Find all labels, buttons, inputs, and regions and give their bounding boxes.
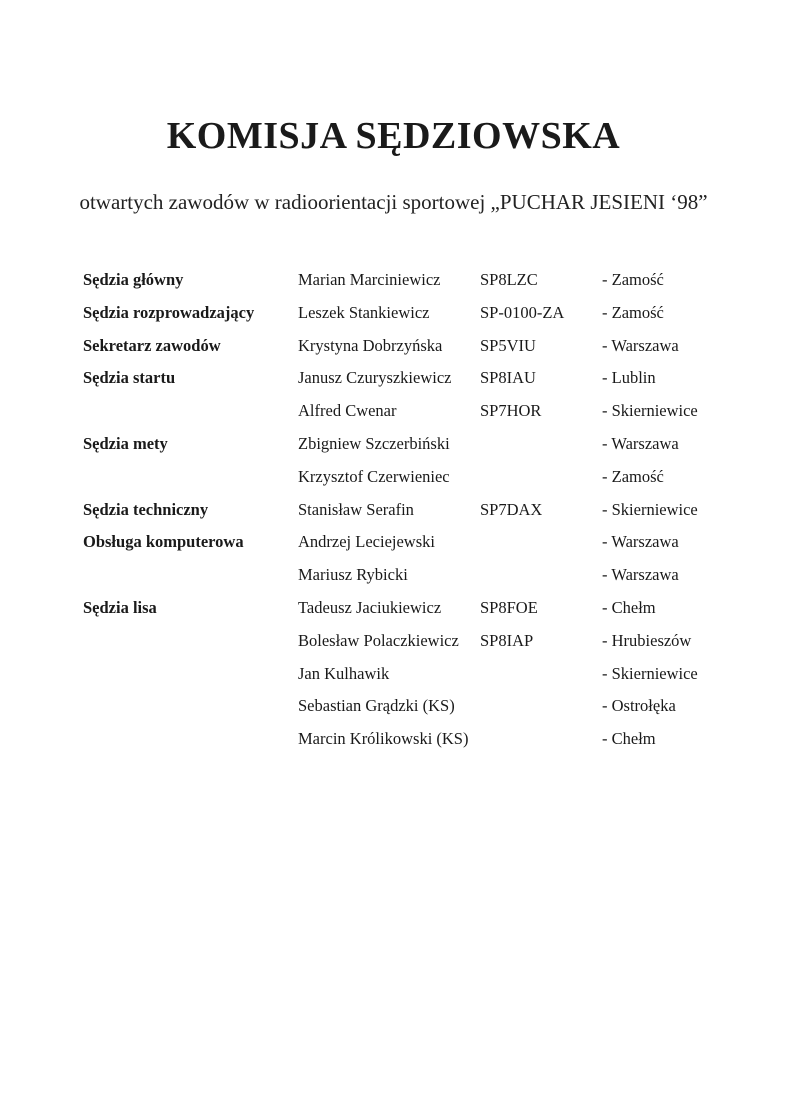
city: - Zamość	[602, 302, 664, 322]
callsign: SP8IAU	[480, 368, 536, 388]
person-name: Alfred Cwenar	[298, 401, 397, 421]
person-name: Stanisław Serafin	[298, 499, 414, 519]
city: - Chełm	[602, 729, 656, 749]
person-name: Zbigniew Szczerbiński	[298, 433, 450, 453]
person-name: Leszek Stankiewicz	[298, 302, 430, 322]
roster-row	[0, 664, 787, 697]
roster-row	[0, 631, 787, 664]
city: - Skierniewice	[602, 499, 698, 519]
callsign: SP8LZC	[480, 270, 538, 289]
callsign: SP8IAP	[480, 630, 534, 650]
roster-row	[0, 303, 787, 336]
role-label: Sędzia lisa	[83, 597, 157, 617]
city: - Skierniewice	[602, 401, 698, 421]
city: - Lublin	[602, 368, 656, 388]
roster-row	[0, 532, 787, 565]
role-label: Sekretarz zawodów	[83, 335, 221, 355]
callsign: SP8FOE	[480, 597, 538, 617]
roster-row	[0, 336, 787, 369]
roster-row	[0, 729, 787, 762]
city: - Skierniewice	[602, 663, 698, 683]
person-name: Mariusz Rybicki	[298, 565, 408, 585]
person-name: Marian Marciniewicz	[298, 270, 441, 289]
city: - Zamość	[602, 270, 664, 289]
callsign: SP7HOR	[480, 401, 542, 421]
document-title: KOMISJA SĘDZIOWSKA	[166, 115, 621, 157]
role-label: Sędzia główny	[83, 270, 184, 289]
person-name: Sebastian Grądzki (KS)	[298, 696, 455, 716]
city: - Ostrołęka	[602, 696, 676, 716]
role-label: Obsługa komputerowa	[83, 532, 244, 552]
callsign: SP-0100-ZA	[480, 302, 565, 322]
judges-roster	[0, 270, 787, 762]
city: - Warszawa	[602, 565, 679, 585]
roster-row	[0, 434, 787, 467]
callsign: SP5VIU	[480, 335, 536, 355]
roster-row	[0, 270, 787, 303]
roster-row	[0, 500, 787, 533]
roster-row	[0, 401, 787, 434]
role-label: Sędzia startu	[83, 368, 176, 388]
roster-row	[0, 565, 787, 598]
role-label: Sędzia mety	[83, 433, 168, 453]
city: - Warszawa	[602, 335, 679, 355]
roster-row	[0, 368, 787, 401]
roster-row	[0, 467, 787, 500]
person-name: Andrzej Leciejewski	[298, 532, 435, 552]
person-name: Bolesław Polaczkiewicz	[298, 630, 459, 650]
city: - Warszawa	[602, 532, 679, 552]
callsign: SP7DAX	[480, 499, 543, 519]
person-name: Marcin Królikowski (KS)	[298, 729, 469, 749]
document-subtitle: otwartych zawodów w radioorientacji sportowej „PUCHAR JESIENI ‘98”	[79, 190, 708, 214]
roster-row	[0, 696, 787, 729]
role-label: Sędzia rozprowadzający	[83, 302, 255, 322]
person-name: Janusz Czuryszkiewicz	[298, 368, 452, 388]
role-label: Sędzia techniczny	[83, 499, 209, 519]
city: - Zamość	[602, 466, 664, 486]
city: - Hrubieszów	[602, 630, 692, 650]
city: - Chełm	[602, 597, 656, 617]
roster-row	[0, 598, 787, 631]
person-name: Jan Kulhawik	[298, 663, 390, 683]
city: - Warszawa	[602, 433, 679, 453]
person-name: Tadeusz Jaciukiewicz	[298, 597, 442, 617]
person-name: Krystyna Dobrzyńska	[298, 335, 443, 355]
person-name: Krzysztof Czerwieniec	[298, 466, 450, 486]
